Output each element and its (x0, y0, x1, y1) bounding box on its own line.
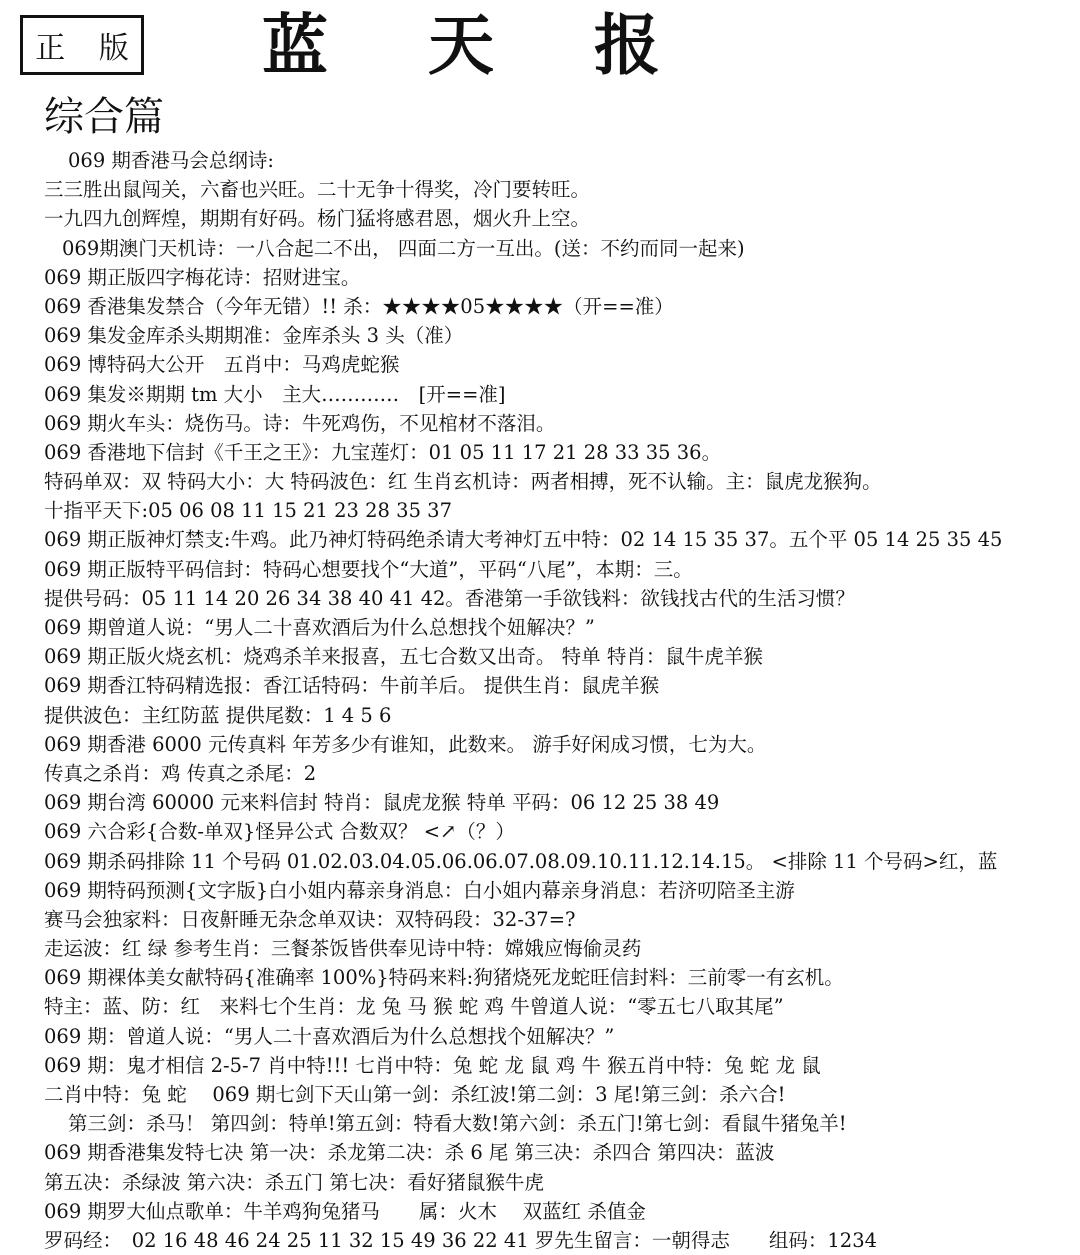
text-line: 069 期香港马会总纲诗: (68, 149, 274, 172)
text-line: 069 期特码预测{文字版}白小姐内幕亲身消息：白小姐内幕亲身消息：若济叨陪圣主游 (44, 878, 795, 902)
text-line: 069 博特码大公开 五肖中：马鸡虎蛇猴 (44, 353, 400, 377)
text-line: 069 期台湾 60000 元来料信封 特肖：鼠虎龙猴 特单 平码：06 12 25 38 49 (44, 791, 720, 815)
text-line: 提供波色：主红防蓝 提供尾数：1 4 5 6 (44, 703, 392, 727)
text-line: 069 期香江特码精选报：香江话特码：牛前羊后。 提供生肖：鼠虎羊猴 (44, 674, 660, 698)
text-line: 069 集发金库杀头期期准：金库杀头 3 头（准） (44, 324, 464, 348)
text-line: 第五决：杀绿波 第六决：杀五门 第七决：看好猪鼠猴牛虎 (44, 1170, 544, 1194)
text-line: 069 期正版特平码信封：特码心想要找个“大道”，平码“八尾”，本期：三。 (44, 557, 693, 581)
text-line: 传真之杀肖：鸡 传真之杀尾：2 (44, 761, 317, 785)
text-line: 二肖中特：兔 蛇 069 期七剑下天山第一剑：杀红波!第二剑：3 尾!第三剑：杀六合! (44, 1083, 786, 1106)
text-line: 069 期正版火烧玄机：烧鸡杀羊来报喜，五七合数又出奇。 特单 特肖：鼠牛虎羊猴 (44, 645, 763, 669)
text-line: 069 期：曾道人说：“男人二十喜欢酒后为什么总想找个妞解决？” (44, 1024, 615, 1048)
text-line: 069 期：鬼才相信 2-5-7 肖中特!!! 七肖中特：兔 蛇 龙 鼠 鸡 牛 猴五肖中特：兔 蛇 龙 鼠 (44, 1053, 821, 1077)
masthead-title: 蓝天报 (262, 6, 760, 84)
text-line: 069 期正版四字梅花诗：招财进宝。 (44, 265, 361, 289)
text-line: 069 期杀码排除 11 个号码 01.02.03.04.05.06.06.07.08.09.10.11.12.14.15。 <排除 11 个号码>红，蓝 (44, 849, 998, 873)
text-line: 069 期曾道人说：“男人二十喜欢酒后为什么总想找个妞解决？” (44, 616, 595, 639)
text-line: 069 期香港集发特七决 第一决：杀龙第二决：杀 6 尾 第三决：杀四合 第四决：蓝波 (44, 1141, 775, 1165)
text-line: 069 香港地下信封《千王之王》：九宝莲灯：01 05 11 17 21 28 33 35 36。 (44, 440, 722, 464)
text-line: 069 香港集发禁合（今年无错）!! 杀：★★★★05★★★★（开==准） (44, 294, 674, 318)
text-line: 提供号码：05 11 14 20 26 34 38 40 41 42。香港第一手欲钱料：欲钱找古代的生活习惯？ (44, 586, 855, 610)
text-line: 069 期香港 6000 元传真料 年芳多少有谁知，此数来。 游手好闲成习惯，七为大。 (44, 732, 767, 756)
text-line: 069 六合彩{合数-单双}怪异公式 合数双？ <↗（？） (44, 820, 515, 844)
text-line: 罗码经： 02 16 48 46 24 25 11 32 15 49 36 22 41 罗先生留言：一朝得志 组码：1234 (44, 1228, 878, 1252)
text-line: 069 期裸体美女献特码{准确率 100%}特码来料:狗猪烧死龙蛇旺信封料：三前零一有玄机。 (44, 966, 844, 990)
text-line: 走运波：红 绿 参考生肖：三餐茶饭皆供奉见诗中特：嫦娥应悔偷灵药 (44, 937, 642, 961)
text-line: 第三剑：杀马！ 第四剑：特单!第五剑：特看大数!第六剑：杀五门!第七剑：看鼠牛猪兔羊! (68, 1112, 847, 1136)
section-title: 综合篇 (44, 94, 164, 140)
text-line: 特主：蓝、防：红 来料七个生肖：龙 兔 马 猴 蛇 鸡 牛曾道人说：“零五七八取其尾” (44, 995, 784, 1019)
text-line: 069 期罗大仙点歌单：牛羊鸡狗兔猪马 属：火木 双蓝红 杀值金 (44, 1199, 646, 1223)
text-line: 069 集发※期期 tm 大小 主大………… [开==准] (44, 382, 506, 406)
text-line: 三三胜出鼠闯关，六畜也兴旺。二十无争十得奖，冷门要转旺。 (44, 178, 591, 202)
text-line: 特码单双：双 特码大小：大 特码波色：红 生肖玄机诗：两者相搏，死不认输。主：鼠虎龙猴狗。 (44, 470, 882, 494)
text-line: 069 期火车头：烧伤马。诗：牛死鸡伤，不见棺材不落泪。 (44, 411, 556, 435)
edition-badge: 正 版 (20, 15, 144, 75)
article-body (44, 146, 1074, 1255)
text-line: 069期澳门天机诗：一八合起二不出， 四面二方一互出。(送：不约而同一起来) (62, 236, 745, 260)
text-line: 赛马会独家料：日夜鼾睡无杂念单双诀：双特码段：32-37=? (44, 907, 576, 931)
text-line: 069 期正版神灯禁支:牛鸡。此乃神灯特码绝杀请大考神灯五中特：02 14 15 35 37。五个平 05 14 25 35 45 (44, 528, 1003, 552)
text-line: 十指平天下:05 06 08 11 15 21 23 28 35 37 (44, 499, 452, 523)
text-line: 一九四九创辉煌，期期有好码。杨门猛将感君恩，烟火升上空。 (44, 207, 591, 231)
